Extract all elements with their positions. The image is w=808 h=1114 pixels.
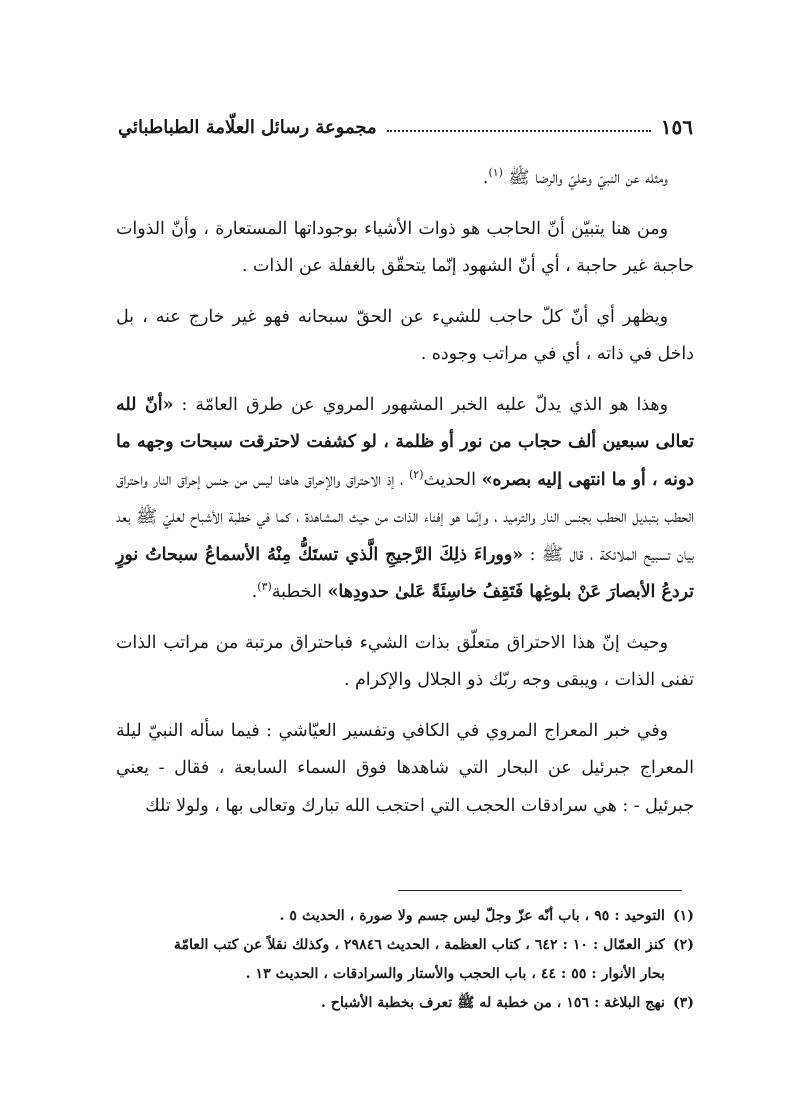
- paragraph-2: ومن هنا يتبيّن أنّ الحاجب هو ذوات الأشياء بوجوداتها المستعارة ، وأنّ الذوات حاجبة غير حاجبة ، أي أنّ الشهود إنّما يتحقّق بالغفلة عن الذات .: [116, 218, 694, 276]
- paragraph-6: وفي خبر المعراج المروي في الكافي وتفسير العيّاشي : فيما سأله النبيّ ليلة المعراج جبرئيل عن البحار التي شاهدها فوق السماء السابعة ، فقال - يعني جبرئيل - : هي سرادقات الحجب التي احتجب الله تبارك وتعالى بها ، ولولا تلك: [116, 720, 694, 816]
- footnote-separator: [398, 890, 682, 891]
- footnote-number: (٢): [672, 937, 694, 953]
- footnotes: [116, 902, 694, 1018]
- running-title: مجموعة رسائل العلّامة الطباطبائي: [118, 116, 377, 138]
- hadith-quote-1: «أنّ لله تعالى سبعين ألف حجاب من نور أو ظلمة ، لو كشفت لاحترقت سبحات وجهه ما دونه ، أو ما انتهى إليه بصره»: [116, 394, 694, 490]
- footnote-number: (١): [672, 908, 694, 924]
- main-text: [116, 160, 694, 838]
- sermon-quote: «ووراءَ ذلِكَ الرَّجيجِ الَّذي تستَكُّ مِنْهُ الأسماعُ سبحاتُ نورٍ تردعُ الأبصارَ عَنْ بلوغِها فَتَقِفُ خاسِئَةً عَلىٰ حدودِها»: [116, 544, 694, 602]
- paragraph-1: ومثله عن النبيّ وعليّ والرضا ﷺ $^{(١)}$.: [482, 166, 668, 188]
- footnote-line: بحار الأنوار : ٥٥ : ٤٤ ، باب الحجب والأستار والسرادقات ، الحديث ١٣ .: [245, 966, 665, 982]
- running-head: [118, 112, 693, 142]
- paragraph-5: وحيث إنّ هذا الاحتراق متعلّق بذات الشيء فباحتراق مرتبة من مراتب الذات تفنى الذات ، ويبقى وجه ربّك ذو الجلال والإكرام .: [116, 632, 694, 690]
- footnote-line: التوحيد : ٩٥ ، باب أنّه عزّ وجلّ ليس جسم ولا صورة ، الحديث ٥ .: [279, 908, 665, 924]
- footnote-line: كنز العمّال : ١٠ : ٦٤٢ ، كتاب العظمة ، الحديث ٢٩٨٤٦ ، وكذلك نقلاً عن كتب العامّة: [173, 937, 665, 953]
- paragraph-4: وهذا هو الذي يدلّ عليه الخبر المشهور المروي عن طرق العامّة : «أنّ لله تعالى سبعين ألف حجاب من نور أو ظلمة ، لو كشفت لاحترقت سبحات وجهه ما دونه ، أو ما انتهى إليه بصره» الحديث$^{(٢)}$ ، إذ الاحتراق والإحراق هاهنا ليس من جنس إحراق النار واحتراق الحطب بتبديل الحطب بجنس النار والترميد ، وإنّما هو إفناء الذات من حيث المشاهدة ، كما في خطبة الأشباح لعليّ ﷺ بعد بيان تسبيح الملائكة ، قال ﷺ : «ووراءَ ذلِكَ الرَّجيجِ الَّذي تستَكُّ مِنْهُ الأسماعُ سبحاتُ نورٍ تردعُ الأبصارَ عَنْ بلوغِها فَتَقِفُ خاسِئَةً عَلىٰ حدودِها» الخطبة$^{(٣)}$.: [116, 394, 694, 602]
- footnote-number: (٣): [672, 995, 694, 1011]
- footnote-3: [116, 989, 694, 1018]
- page-number: ١٥٦: [660, 115, 693, 139]
- footnote-2: [116, 931, 694, 989]
- paragraph-3: ويظهر أي أنّ كلّ حاجب للشيء عن الحقّ سبحانه فهو غير خارج عنه ، بل داخل في ذاته ، أي في مراتب وجوده .: [116, 306, 694, 364]
- footnote-ref-3[interactable]: (٣): [257, 580, 272, 594]
- footnote-ref-1[interactable]: (١): [488, 166, 503, 180]
- footnote-line: نهج البلاغة : ١٥٦ ، من خطبة له ﷺ تعرف بخطبة الأشباح .: [320, 995, 665, 1011]
- leader-dots: [387, 130, 651, 132]
- footnote-ref-2[interactable]: (٢): [409, 467, 424, 481]
- footnote-1: [116, 902, 694, 931]
